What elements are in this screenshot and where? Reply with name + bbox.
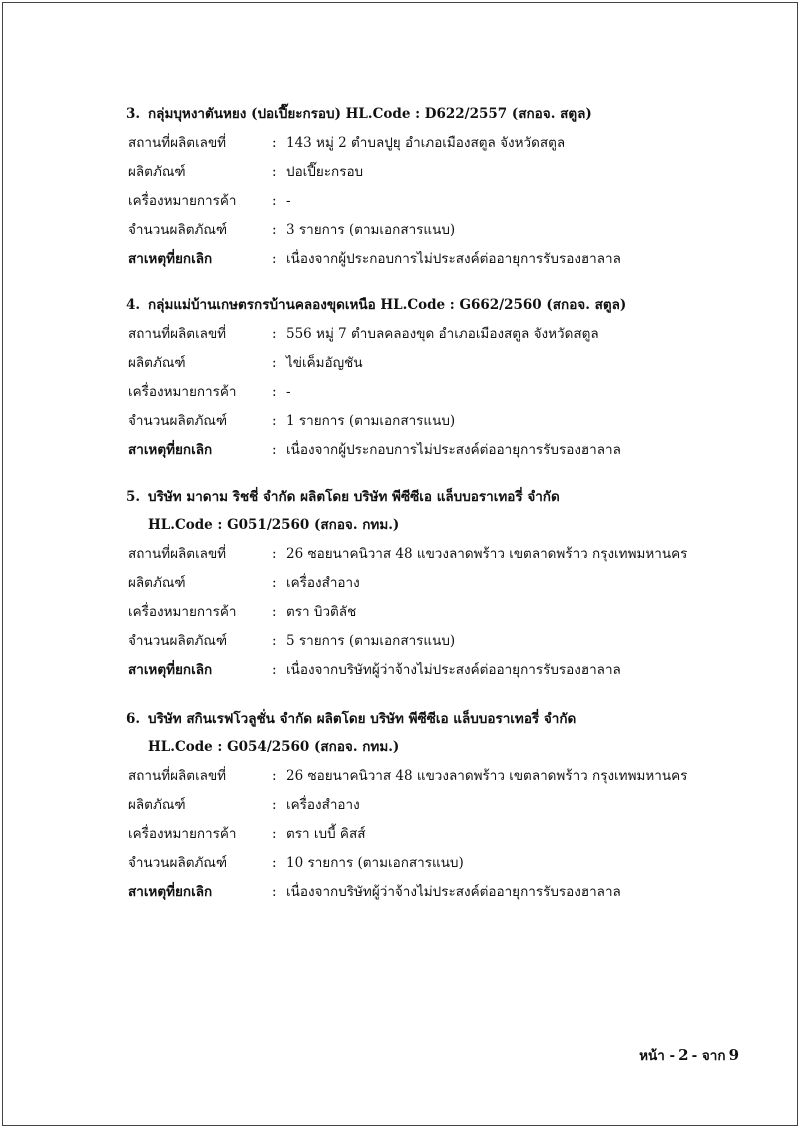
colon: : (272, 193, 277, 209)
colon: : (272, 575, 277, 591)
reason-row (128, 660, 768, 680)
colon: : (272, 633, 277, 649)
entry-6 (128, 709, 768, 902)
colon: : (272, 164, 277, 180)
colon: : (272, 604, 277, 620)
trademark-value: ตรา เบบี้ คิสส์ (286, 826, 366, 842)
entry-title-text: บริษัท มาดาม ริชชี่ จำกัด ผลิตโดย บริษัท พีซีซีเอ แล็บบอราเทอรี่ จำกัด (148, 489, 560, 505)
reason-label: สาเหตุที่ยกเลิก (128, 442, 213, 458)
count-label: จำนวนผลิตภัณฑ์ (128, 222, 228, 238)
colon: : (272, 855, 277, 871)
count-value: 10 รายการ (ตามเอกสารแนบ) (286, 855, 464, 871)
address-label: สถานที่ผลิตเลขที่ (128, 768, 227, 784)
colon: : (272, 662, 277, 678)
trademark-label: เครื่องหมายการค้า (128, 604, 237, 620)
colon: : (272, 135, 277, 151)
product-row (128, 353, 768, 373)
count-row (128, 220, 768, 240)
colon: : (272, 251, 277, 267)
product-value: เครื่องสำอาง (286, 575, 360, 591)
count-label: จำนวนผลิตภัณฑ์ (128, 855, 228, 871)
reason-row (128, 249, 768, 269)
count-row (128, 411, 768, 431)
colon: : (272, 826, 277, 842)
trademark-label: เครื่องหมายการค้า (128, 193, 237, 209)
page-current: 2 (678, 1046, 689, 1064)
page-word: หน้า - (639, 1048, 676, 1064)
colon: : (272, 355, 277, 371)
entry-5 (128, 487, 768, 680)
product-row (128, 573, 768, 593)
of-word: - จาก (691, 1048, 726, 1064)
entry-number: 4. (126, 297, 141, 313)
address-value: 26 ซอยนาคนิวาส 48 แขวงลาดพร้าว เขตลาดพร้าว กรุงเทพมหานคร (286, 768, 688, 784)
address-label: สถานที่ผลิตเลขที่ (128, 135, 227, 151)
count-value: 3 รายการ (ตามเอกสารแนบ) (286, 222, 456, 238)
product-label: ผลิตภัณฑ์ (128, 797, 186, 813)
trademark-value: - (286, 193, 291, 209)
entry-title (126, 709, 768, 729)
entry-title (126, 487, 768, 507)
count-label: จำนวนผลิตภัณฑ์ (128, 633, 228, 649)
colon: : (272, 797, 277, 813)
address-row (128, 766, 768, 786)
address-label: สถานที่ผลิตเลขที่ (128, 546, 227, 562)
count-label: จำนวนผลิตภัณฑ์ (128, 413, 228, 429)
colon: : (272, 222, 277, 238)
entry-title-text: บริษัท สกินเรฟโวลูชั่น จำกัด ผลิตโดย บริษัท พีซีซีเอ แล็บบอราเทอรี่ จำกัด (148, 711, 577, 727)
entry-title-text: กลุ่มแม่บ้านเกษตรกรบ้านคลองขุดเหนือ HL.Code : G662/2560 (สกอจ. สตูล) (148, 297, 627, 313)
colon: : (272, 413, 277, 429)
entry-4 (128, 295, 768, 460)
trademark-row (128, 824, 768, 844)
entry-title (126, 104, 768, 124)
trademark-row (128, 382, 768, 402)
reason-value: เนื่องจากบริษัทผู้ว่าจ้างไม่ประสงค์ต่ออายุการรับรองฮาลาล (286, 662, 621, 678)
trademark-value: - (286, 384, 291, 400)
product-value: เครื่องสำอาง (286, 797, 360, 813)
address-label: สถานที่ผลิตเลขที่ (128, 326, 227, 342)
colon: : (272, 326, 277, 342)
count-row (128, 631, 768, 651)
reason-value: เนื่องจากผู้ประกอบการไม่ประสงค์ต่ออายุการรับรองฮาลาล (286, 251, 621, 267)
count-value: 1 รายการ (ตามเอกสารแนบ) (286, 413, 456, 429)
product-value: ไข่เค็มอัญชัน (286, 355, 363, 371)
product-label: ผลิตภัณฑ์ (128, 355, 186, 371)
entry-number: 3. (126, 106, 141, 122)
product-row (128, 162, 768, 182)
colon: : (272, 768, 277, 784)
page-number (639, 1044, 742, 1066)
product-value: ปอเปี๊ยะกรอบ (286, 164, 364, 180)
reason-row (128, 440, 768, 460)
trademark-row (128, 602, 768, 622)
colon: : (272, 884, 277, 900)
colon: : (272, 442, 277, 458)
reason-value: เนื่องจากบริษัทผู้ว่าจ้างไม่ประสงค์ต่ออายุการรับรองฮาลาล (286, 884, 621, 900)
address-value: 556 หมู่ 7 ตำบลคลองขุด อำเภอเมืองสตูล จังหวัดสตูล (286, 326, 599, 342)
trademark-value: ตรา บิวติลัช (286, 604, 357, 620)
entry-title-text: กลุ่มบุหงาตันหยง (ปอเปี๊ยะกรอบ) HL.Code : D622/2557 (สกอจ. สตูล) (148, 106, 592, 122)
page-total: 9 (728, 1046, 739, 1064)
product-row (128, 795, 768, 815)
address-value: 143 หมู่ 2 ตำบลปูยุ อำเภอเมืองสตูล จังหวัดสตูล (286, 135, 566, 151)
count-value: 5 รายการ (ตามเอกสารแนบ) (286, 633, 456, 649)
address-value: 26 ซอยนาคนิวาส 48 แขวงลาดพร้าว เขตลาดพร้าว กรุงเทพมหานคร (286, 546, 688, 562)
trademark-label: เครื่องหมายการค้า (128, 384, 237, 400)
reason-value: เนื่องจากผู้ประกอบการไม่ประสงค์ต่ออายุการรับรองฮาลาล (286, 442, 621, 458)
address-row (128, 133, 768, 153)
reason-row (128, 882, 768, 902)
colon: : (272, 546, 277, 562)
product-label: ผลิตภัณฑ์ (128, 575, 186, 591)
count-row (128, 853, 768, 873)
entry-number: 6. (126, 711, 141, 727)
trademark-row (128, 191, 768, 211)
entry-3 (128, 104, 768, 269)
entry-number: 5. (126, 489, 141, 505)
reason-label: สาเหตุที่ยกเลิก (128, 884, 213, 900)
address-row (128, 544, 768, 564)
address-row (128, 324, 768, 344)
trademark-label: เครื่องหมายการค้า (128, 826, 237, 842)
reason-label: สาเหตุที่ยกเลิก (128, 251, 213, 267)
colon: : (272, 384, 277, 400)
hl-code: HL.Code : G054/2560 (สกอจ. กทม.) (148, 739, 400, 755)
entry-title (126, 295, 768, 315)
hl-code: HL.Code : G051/2560 (สกอจ. กทม.) (148, 517, 400, 533)
reason-label: สาเหตุที่ยกเลิก (128, 662, 213, 678)
product-label: ผลิตภัณฑ์ (128, 164, 186, 180)
